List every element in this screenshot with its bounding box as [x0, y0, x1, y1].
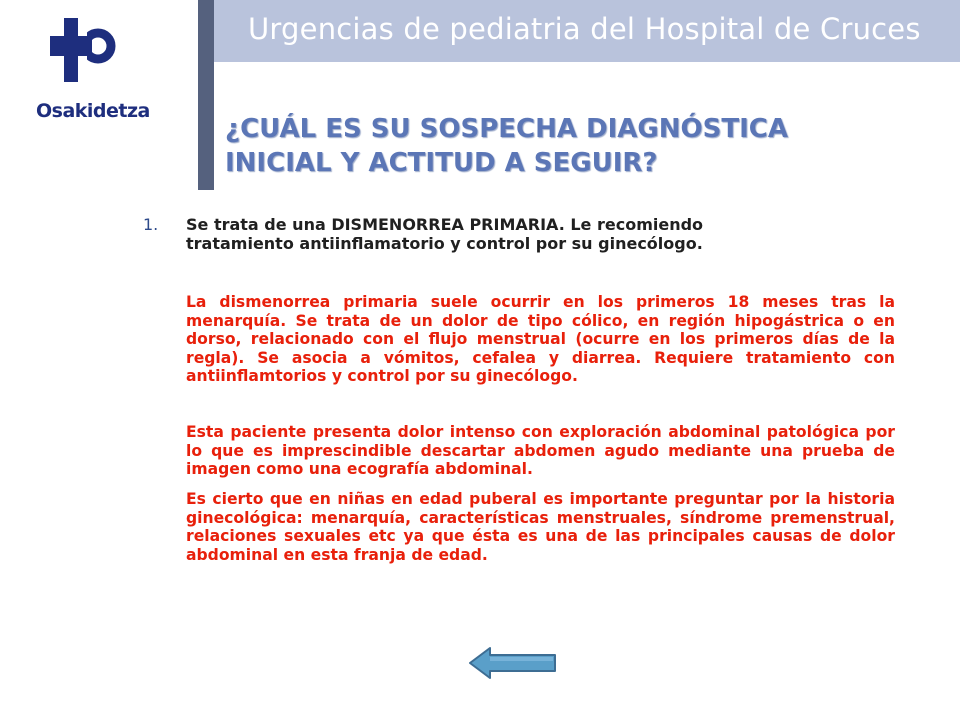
- explanation-paragraph-2: Esta paciente presenta dolor intenso con exploración abdominal patológica por lo que es imprescindible descartar abdomen agudo mediante una prueba de imagen como una ecografía abdominal.: [186, 423, 895, 478]
- explanation-paragraph-1: La dismenorrea primaria suele ocurrir en los primeros 18 meses tras la menarquía. Se trata de un dolor de tipo cólico, en región hipogástrica o en dorso, relacionado con el flujo menstrual (ocurre en los primeros días de la regla). Se asocia a vómitos, cefalea y diarrea. Requiere tratamiento con antiinflamtorios y control por su ginecólogo.: [186, 293, 895, 385]
- osakidetza-logo-icon: [48, 16, 118, 86]
- vertical-accent-bar: [198, 0, 214, 190]
- back-arrow-button[interactable]: [468, 646, 558, 680]
- left-arrow-icon: [470, 648, 555, 678]
- answer-line-2: tratamiento antiinflamatorio y control por su ginecólogo.: [186, 234, 703, 253]
- question-title: [225, 112, 945, 180]
- answer-text: [186, 215, 906, 253]
- answer-line-1: Se trata de una DISMENORREA PRIMARIA. Le recomiendo: [186, 215, 704, 234]
- header-title: Urgencias de pediatria del Hospital de Cruces: [248, 12, 921, 46]
- explanation-paragraph-3: Es cierto que en niñas en edad puberal es importante preguntar por la historia ginecológica: menarquía, características menstruales, síndrome premenstrual, relaciones sexuales etc ya que ésta es una de las principales causas de dolor abdominal en esta franja de edad.: [186, 490, 895, 564]
- answer-number: 1.: [143, 215, 159, 234]
- logo-text: Osakidetza: [36, 100, 150, 122]
- question-line-1: ¿CUÁL ES SU SOSPECHA DIAGNÓSTICA: [225, 114, 788, 144]
- question-line-2: INICIAL Y ACTITUD A SEGUIR?: [225, 148, 658, 178]
